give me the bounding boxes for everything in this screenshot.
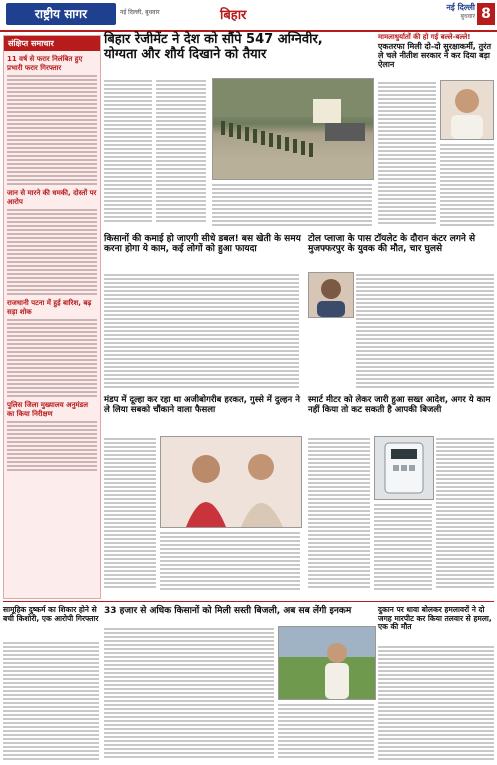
brief-title: जान से मारने की धमकी, दोस्तों पर आरोप (7, 189, 97, 206)
wedding-story-head (104, 396, 300, 432)
lead-body-column (104, 78, 152, 228)
farmers-story-head (104, 234, 304, 268)
lead-body-column (156, 78, 206, 228)
electricity-body (278, 702, 374, 762)
assault-story-head (3, 606, 99, 636)
accident-body (356, 272, 494, 392)
wedding-body (104, 436, 156, 596)
shop-attack-body (378, 644, 494, 762)
brief-title: राजधानी पटना में हुई बारिश, बढ़ सड़ा शोक (7, 299, 92, 316)
electricity-body (104, 626, 274, 762)
brand-logo: राष्ट्रीय सागर (6, 3, 116, 25)
edition-label (446, 3, 475, 21)
edition-city: नई दिल्ली (446, 3, 475, 12)
wedding-body (160, 530, 300, 596)
meter-headline: स्मार्ट मीटर को लेकर जारी हुआ सख्त आदेश, अगर ये काम नहीं किया तो कट सकती है आपकी बिजली (308, 395, 491, 415)
accident-headline: टोल प्लाजा के पास टॉयलेट के दौरान कंटर लगने से मुजफ्फरपुर के युवक की मौत, चार घुलसे (308, 234, 476, 255)
wedding-photo (160, 436, 302, 528)
lead-body-bottom (212, 182, 372, 230)
meter-story-head (308, 396, 494, 432)
brief-item (7, 401, 97, 471)
assault-body (3, 640, 99, 762)
section-title: बिहार (220, 8, 247, 23)
brief-title: पुलिस जिला मुख्यालय अनुमंडल का किया निरीक्षण (7, 401, 89, 418)
farmers-body (104, 272, 299, 392)
masthead-date: नई दिल्ली, बुधवार (120, 9, 160, 16)
edition-sub: बुधवार (460, 13, 475, 20)
smart-meter-photo (374, 436, 434, 500)
nitish-farm-photo (278, 626, 376, 700)
meter-body (308, 436, 370, 596)
section-divider (3, 601, 494, 602)
brief-item (7, 55, 97, 185)
shop-attack-story-head (378, 606, 494, 640)
wedding-headline: मंडप में दूल्हा कर रहा था अजीबोगरीब हरकत, गुस्से में दुल्हन ने ले लिया सबको चौंकाने वाला फैसला (104, 395, 300, 415)
electricity-story-head (104, 606, 374, 622)
right-top-kicker: मामलाधुर्यातों की हो गई बल्ले-बल्ले! (378, 33, 471, 41)
lead-headline-line2: योग्यता और शौर्य दिखाने को तैयार (104, 46, 267, 62)
victim-photo (308, 272, 354, 318)
brief-title: 11 वर्ष से फरार निलंबित हुए प्रभारी फरार गिरफ्तार (7, 55, 83, 72)
lead-headline (104, 33, 374, 73)
page-number: 8 (477, 3, 495, 25)
masthead (0, 0, 497, 32)
meter-body (374, 502, 432, 596)
brief-item (7, 189, 97, 295)
meter-body (436, 436, 494, 596)
assault-headline: सामूहिक दुष्कर्म का शिकार होने से बची किशोरी, एक आरोपी गिरफ्तार (3, 605, 99, 623)
accident-story-head (308, 234, 494, 268)
brief-news-sidebar (3, 35, 101, 599)
nitish-photo (440, 80, 494, 140)
right-top-body (440, 142, 494, 230)
farmers-headline: किसानों की कमाई हो जाएगी सीधे डबल! बस खेती के समय करना होगा ये काम, कई लोगों को हुआ फायदा (104, 234, 301, 255)
sidebar-heading: संक्षिप्त समाचार (4, 36, 100, 51)
brief-item (7, 299, 97, 397)
shop-attack-headline: दुकान पर धावा बोलकर हमलावरों ने दो जगह मारपीट कर किया तलवार से हमला, एक की मौत (378, 605, 492, 632)
electricity-headline: 33 हजार से अधिक किसानों को मिली सस्ती बिजली, अब सब लेंगी इनकम (104, 606, 352, 616)
right-top-body (378, 80, 436, 230)
right-top-headline: एकतरफा मिली दो-दो सुरक्षाकर्मी, तुरंत ले चले नीतीश सरकार ने कर दिया बड़ा ऐलान (378, 42, 492, 70)
lead-headline-line1: बिहार रेजीमेंट ने देश को सौंपे 547 अग्निवीर, (104, 32, 323, 47)
right-top-story-head (378, 33, 494, 73)
parade-photo (212, 78, 374, 180)
